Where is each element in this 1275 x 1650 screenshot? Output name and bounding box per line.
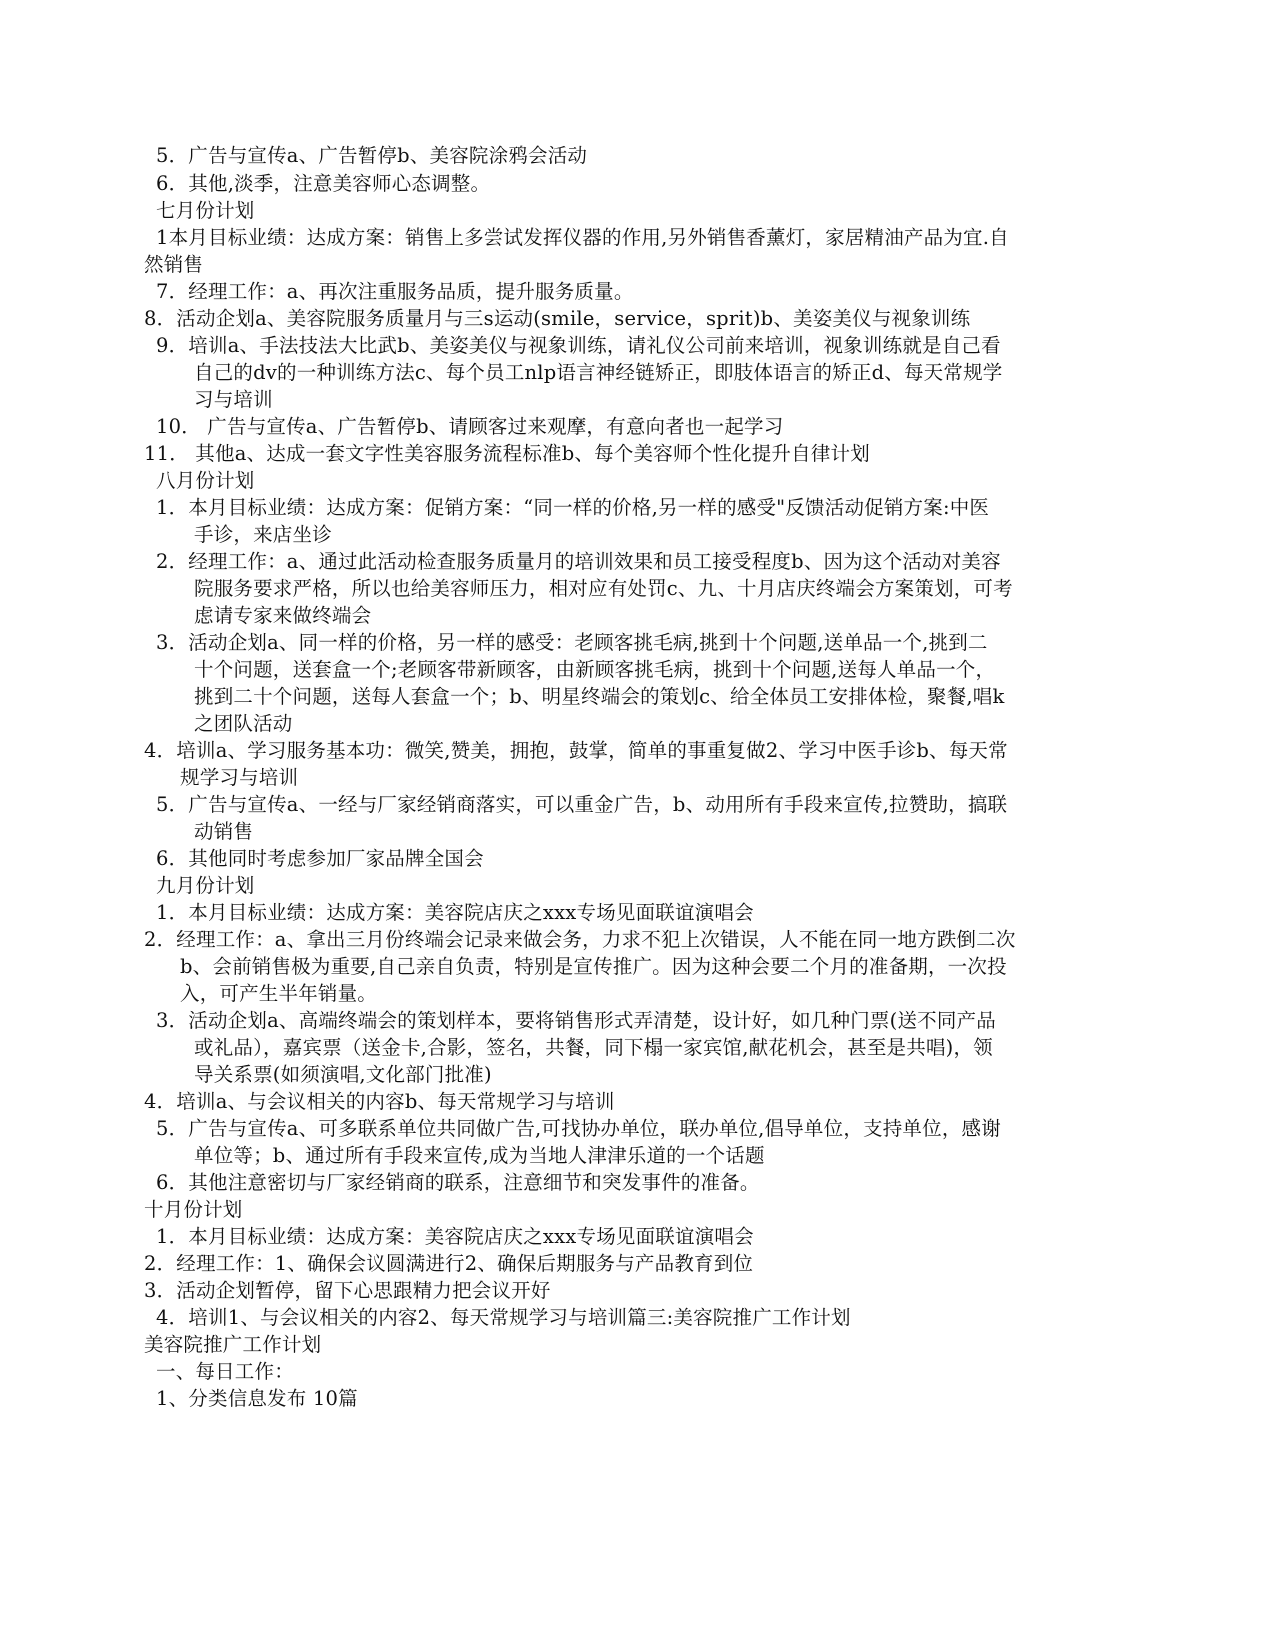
list-item: 6．其他注意密切与厂家经销商的联系，注意细节和突发事件的准备。 bbox=[156, 1171, 760, 1194]
section-heading: 七月份计划 bbox=[156, 199, 255, 222]
list-item-continuation: 单位等；b、通过所有手段来宣传,成为当地人津津乐道的一个话题 bbox=[194, 1144, 765, 1167]
section-heading: 九月份计划 bbox=[156, 874, 255, 897]
list-item: 1．本月目标业绩：达成方案：美容院店庆之xxx专场见面联谊演唱会 bbox=[156, 1225, 754, 1248]
list-item-continuation: 挑到二十个问题，送每人套盒一个；b、明星终端会的策划c、给全体员工安排体检，聚餐,唱k bbox=[194, 685, 1005, 708]
section-heading: 十月份计划 bbox=[144, 1198, 243, 1221]
list-item-continuation: 习与培训 bbox=[194, 388, 273, 411]
list-item: 4．培训a、学习服务基本功：微笑,赞美，拥抱，鼓掌，简单的事重复做2、学习中医手诊b、每天常 bbox=[144, 739, 1008, 762]
list-item: 1、分类信息发布 10篇 bbox=[156, 1387, 358, 1410]
list-item-continuation: 动销售 bbox=[194, 820, 254, 843]
list-item-continuation: 手诊，来店坐诊 bbox=[194, 523, 332, 546]
list-item: 4．培训a、与会议相关的内容b、每天常规学习与培训 bbox=[144, 1090, 615, 1113]
list-item: 1本月目标业绩：达成方案：销售上多尝试发挥仪器的作用,另外销售香薰灯，家居精油产品为宜.自 bbox=[156, 226, 1009, 249]
list-item: 1．本月目标业绩：达成方案：美容院店庆之xxx专场见面联谊演唱会 bbox=[156, 901, 754, 924]
list-item: 2．经理工作：a、拿出三月份终端会记录来做会务，力求不犯上次错误，人不能在同一地方跌倒二次 bbox=[144, 928, 1016, 951]
list-item-continuation: 之团队活动 bbox=[194, 712, 293, 735]
section-heading: 八月份计划 bbox=[156, 469, 255, 492]
list-item-continuation: 十个问题，送套盒一个;老顾客带新顾客，由新顾客挑毛病，挑到十个问题,送每人单品一个， bbox=[194, 658, 996, 681]
list-item-continuation: 或礼品），嘉宾票（送金卡,合影，签名，共餐，同下榻一家宾馆,献花机会，甚至是共唱)，领 bbox=[194, 1036, 993, 1059]
list-item: 9．培训a、手法技法大比武b、美姿美仪与视象训练，请礼仪公司前来培训，视象训练就是自己看 bbox=[156, 334, 1001, 357]
list-item: 6．其他,淡季，注意美容师心态调整。 bbox=[156, 172, 491, 195]
list-item-continuation: 规学习与培训 bbox=[180, 766, 299, 789]
list-item: 2．经理工作：a、通过此活动检查服务质量月的培训效果和员工接受程度b、因为这个活动对美容 bbox=[156, 550, 1001, 573]
list-item: 11． 其他a、达成一套文字性美容服务流程标准b、每个美容师个性化提升自律计划 bbox=[144, 442, 870, 465]
list-item-continuation: 院服务要求严格，所以也给美容师压力，相对应有处罚c、九、十月店庆终端会方案策划，可考 bbox=[194, 577, 1013, 600]
list-item-continuation: 入，可产生半年销量。 bbox=[180, 982, 378, 1005]
list-item-continuation: 导关系票(如须演唱,文化部门批准) bbox=[194, 1063, 492, 1086]
list-item: 7．经理工作：a、再次注重服务品质，提升服务质量。 bbox=[156, 280, 634, 303]
list-item-continuation: 虑请专家来做终端会 bbox=[194, 604, 372, 627]
list-item: 2．经理工作：1、确保会议圆满进行2、确保后期服务与产品教育到位 bbox=[144, 1252, 754, 1275]
list-item: 4．培训1、与会议相关的内容2、每天常规学习与培训篇三:美容院推广工作计划 bbox=[156, 1306, 851, 1329]
list-item: 10． 广告与宣传a、广告暂停b、请顾客过来观摩，有意向者也一起学习 bbox=[156, 415, 784, 438]
list-item-continuation: 然销售 bbox=[144, 253, 204, 276]
list-item: 5．广告与宣传a、一经与厂家经销商落实，可以重金广告，b、动用所有手段来宣传,拉赞助，搞联 bbox=[156, 793, 1008, 816]
list-item: 3．活动企划a、高端终端会的策划样本，要将销售形式弄清楚，设计好，如几种门票(送不同产品 bbox=[156, 1009, 996, 1032]
list-item: 1．本月目标业绩：达成方案：促销方案：“同一样的价格,另一样的感受"反馈活动促销方案:中医 bbox=[156, 496, 990, 519]
section-heading: 美容院推广工作计划 bbox=[144, 1333, 322, 1356]
subsection-heading: 一、每日工作： bbox=[156, 1360, 294, 1383]
list-item-continuation: b、会前销售极为重要,自己亲自负责，特别是宣传推广。因为这种会要二个月的准备期，一次投 bbox=[180, 955, 1007, 978]
list-item: 5．广告与宣传a、广告暂停b、美容院涂鸦会活动 bbox=[156, 144, 588, 167]
list-item: 8．活动企划a、美容院服务质量月与三s运动(smile，service，sprit)b、美姿美仪与视象训练 bbox=[144, 307, 971, 330]
list-item: 6．其他同时考虑参加厂家品牌全国会 bbox=[156, 847, 484, 870]
list-item-continuation: 自己的dv的一种训练方法c、每个员工nlp语言神经链矫正，即肢体语言的矫正d、每天常规学 bbox=[194, 361, 1003, 384]
list-item: 5．广告与宣传a、可多联系单位共同做广告,可找协办单位，联办单位,倡导单位，支持单位，感谢 bbox=[156, 1117, 1001, 1140]
list-item: 3．活动企划暂停，留下心思跟精力把会议开好 bbox=[144, 1279, 551, 1302]
list-item: 3．活动企划a、同一样的价格，另一样的感受：老顾客挑毛病,挑到十个问题,送单品一个,挑到二 bbox=[156, 631, 988, 654]
